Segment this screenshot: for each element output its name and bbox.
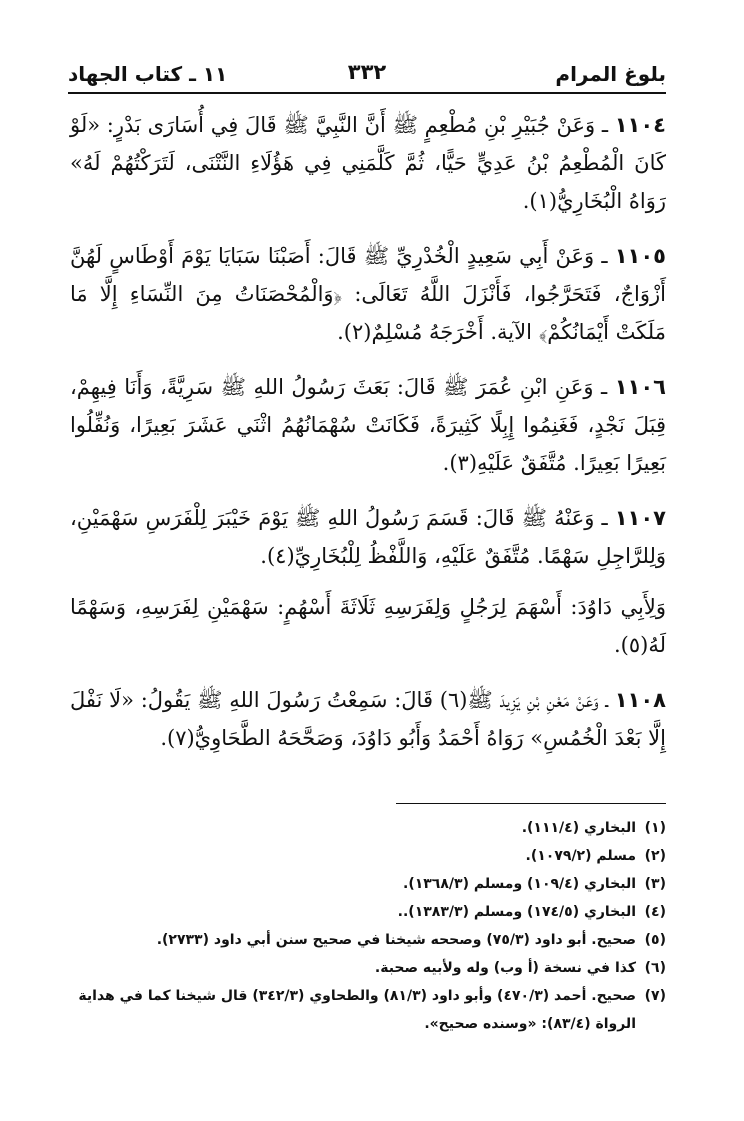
footnote-text: البخاري (١٠٩/٤) ومسلم (١٣٦٨/٣). bbox=[403, 876, 636, 892]
footnote-text: كذا في نسخة (أ وب) وله ولأبيه صحبة. bbox=[374, 960, 636, 976]
hadith-1107 bbox=[70, 499, 666, 575]
footnote bbox=[70, 926, 666, 954]
footnote-number: (٦) bbox=[644, 960, 666, 976]
footnote bbox=[70, 870, 666, 898]
hadith-1107-abu-dawud-variant bbox=[70, 588, 666, 664]
footnote bbox=[70, 814, 666, 842]
footnote bbox=[70, 842, 666, 870]
footnote-number: (٥) bbox=[644, 932, 666, 948]
footnote-text: البخاري (١١١/٤). bbox=[521, 820, 636, 836]
hadith-number: ١١٠٤ bbox=[614, 113, 666, 137]
hadith-1108 bbox=[70, 681, 666, 757]
footnote-text: البخاري (١٧٤/٥) ومسلم (١٣٨٣/٣).. bbox=[397, 904, 636, 920]
hadith-number: ١١٠٥ bbox=[614, 244, 666, 268]
hadith-1104 bbox=[70, 106, 666, 220]
hadith-text: ـ وَعَنِ ابْنِ عُمَرَ ﷺ قَالَ: بَعَثَ رَسُولُ اللهِ ﷺ سَرِيَّةً، وَأَنَا فِيهِمْ، قِبَلَ نَجْدٍ، فَغَنِمُوا إِبِلًا كَثِيرَةً، فَكَانَتْ سُهْمَانُهُمُ اثْنَي عَشَرَ بَعِيرًا، وَنُفِّلُوا بَعِيرًا بَعِيرًا. مُتَّفَقٌ عَلَيْهِ(٣). bbox=[70, 375, 666, 475]
page-number: ٣٣٢ bbox=[347, 60, 387, 84]
hadith-text: وَلِأَبِي دَاوُدَ: أَسْهَمَ لِرَجُلٍ وَلِفَرَسِهِ ثَلَاثَةَ أَسْهُمٍ: سَهْمَيْنِ لِفَرَسِهِ، وَسَهْمًا لَهُ(٥). bbox=[70, 595, 666, 657]
footnote-number: (٧) bbox=[644, 988, 666, 1004]
hadith-text: ـ وَعَنْ مَعْنِ بْنِ يَزِيدَ ﷺ(٦) قَالَ: سَمِعْتُ رَسُولَ اللهِ ﷺ يَقُولُ: «لَا نَفْلَ إِلَّا بَعْدَ الْخُمُسِ» رَوَاهُ أَحْمَدُ وَأَبُو دَاوُدَ، وَصَحَّحَهُ الطَّحَاوِيُّ(٧). bbox=[70, 688, 666, 750]
running-header bbox=[68, 52, 666, 94]
hadith-text: ـ وَعَنْهُ ﷺ قَالَ: قَسَمَ رَسُولُ اللهِ ﷺ يَوْمَ خَيْبَرَ لِلْفَرَسِ سَهْمَيْنِ، وَلِلرَّاجِلِ سَهْمًا. مُتَّفَقٌ عَلَيْهِ، وَاللَّفْظُ لِلْبُخَارِيِّ(٤). bbox=[70, 506, 666, 568]
chapter-title: ١١ ـ كتاب الجهاد bbox=[68, 62, 228, 86]
hadith-1105 bbox=[70, 237, 666, 351]
hadith-number: ١١٠٧ bbox=[614, 506, 666, 530]
footnotes bbox=[70, 814, 666, 1038]
footnote-number: (٣) bbox=[644, 876, 666, 892]
hadith-text: ـ وَعَنْ جُبَيْرِ بْنِ مُطْعِمٍ ﷺ أَنَّ النَّبِيَّ ﷺ قَالَ فِي أُسَارَى بَدْرٍ: «لَوْ كَانَ الْمُطْعِمُ بْنُ عَدِيٍّ حَيًّا، ثُمَّ كَلَّمَنِي فِي هَؤُلَاءِ النَّتْنَى، لَتَرَكْتُهُمْ لَهُ» رَوَاهُ الْبُخَارِيُّ(١). bbox=[70, 113, 666, 213]
footnote-text: مسلم (١٠٧٩/٢). bbox=[525, 848, 636, 864]
book-title: بلوغ المرام bbox=[555, 62, 666, 86]
hadith-1106 bbox=[70, 368, 666, 482]
footnote-number: (٤) bbox=[644, 904, 666, 920]
footnote bbox=[70, 982, 666, 1038]
hadith-text: ـ وَعَنْ أَبِي سَعِيدٍ الْخُدْرِيِّ ﷺ قَالَ: أَصَبْنَا سَبَايَا يَوْمَ أَوْطَاسٍ لَهُنَّ أَزْوَاجٌ، فَتَحَرَّجُوا، فَأَنْزَلَ اللَّهُ تَعَالَى: ﴿وَالْمُحْصَنَاتُ مِنَ النِّسَاءِ إِلَّا مَا مَلَكَتْ أَيْمَانُكُمْ﴾ الآية. أَخْرَجَهُ مُسْلِمٌ(٢). bbox=[70, 244, 666, 344]
footnote-text: صحيح. أحمد (٤٧٠/٣) وأبو داود (٨١/٣) والطحاوي (٣٤٢/٣) قال شيخنا كما في هداية الرواة (٨٣/٤): «وسنده صحيح». bbox=[78, 988, 636, 1032]
footnote-text: صحيح. أبو داود (٧٥/٣) وصححه شيخنا في صحيح سنن أبي داود (٢٧٣٣). bbox=[156, 932, 636, 948]
footnote bbox=[70, 898, 666, 926]
footnote-number: (١) bbox=[644, 820, 666, 836]
hadith-number: ١١٠٨ bbox=[614, 688, 666, 712]
main-text bbox=[70, 106, 666, 774]
hadith-number: ١١٠٦ bbox=[614, 375, 666, 399]
footnote-divider bbox=[396, 803, 666, 804]
footnote bbox=[70, 954, 666, 982]
footnote-number: (٢) bbox=[644, 848, 666, 864]
